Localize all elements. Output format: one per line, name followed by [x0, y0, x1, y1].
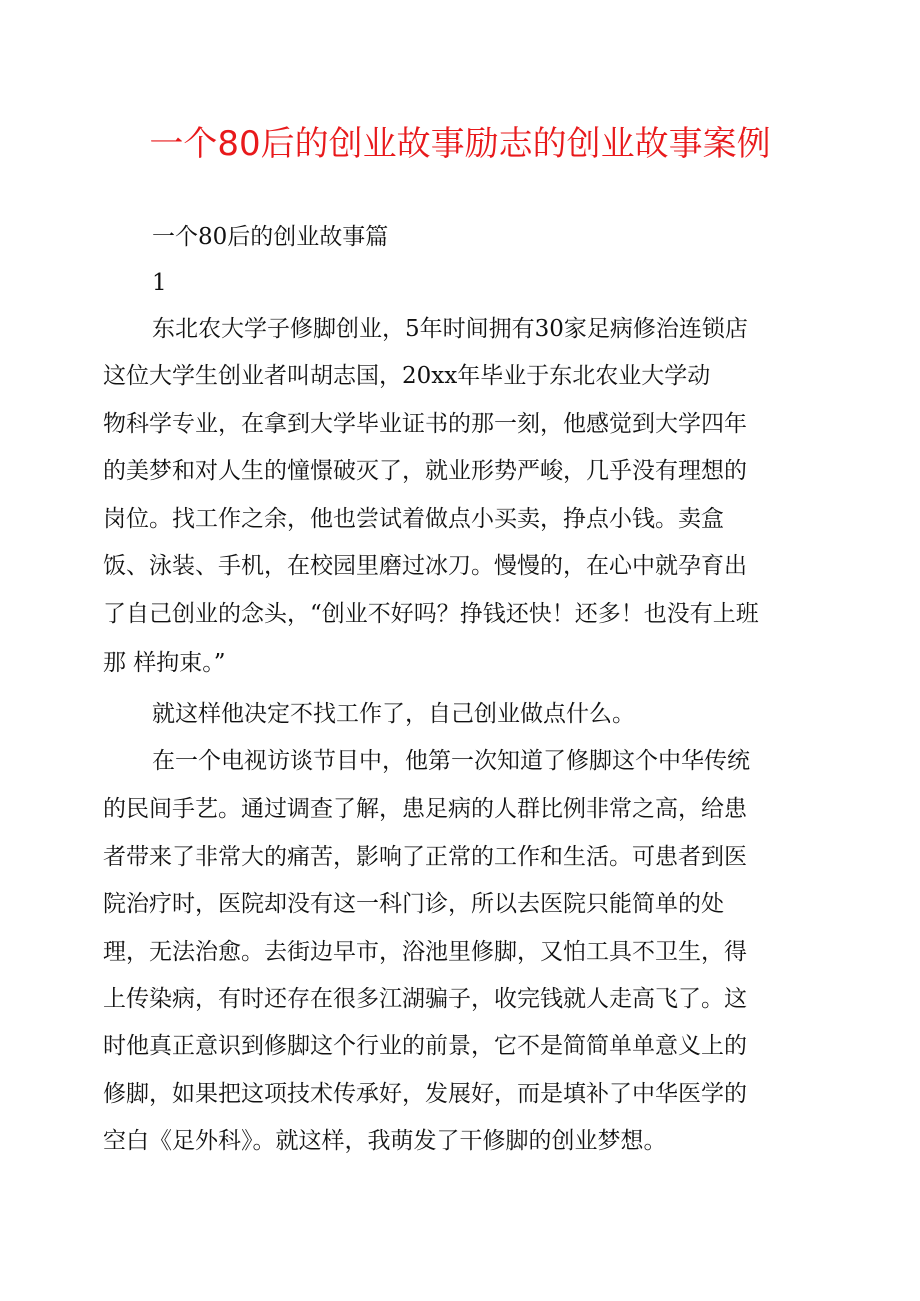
paragraph-line: 修脚，如果把这项技术传承好，发展好，而是填补了中华医学的: [103, 1081, 747, 1107]
paragraph-line: 这位大学生创业者叫胡志国，20xx年毕业于东北农业大学动: [103, 363, 711, 389]
paragraph-line: 空白《足外科》。就这样，我萌发了干修脚的创业梦想。: [103, 1128, 667, 1154]
document-title: 一个80后的创业故事励志的创业故事案例: [149, 124, 771, 164]
paragraph-line: 理，无法治愈。去街边早市，浴池里修脚，又怕工具不卫生，得: [103, 939, 747, 965]
paragraph-line: 那 样拘束。”: [103, 650, 226, 676]
paragraph-line: 上传染病，有时还存在很多江湖骗子，收完钱就人走高飞了。这: [103, 986, 747, 1012]
paragraph-line: 者带来了非常大的痛苦，影响了正常的工作和生活。可患者到医: [103, 844, 747, 870]
paragraph-line: 时他真正意识到修脚这个行业的前景，它不是简简单单意义上的: [103, 1033, 747, 1059]
paragraph-line: 岗位。找工作之余，他也尝试着做点小买卖，挣点小钱。卖盒: [103, 506, 724, 532]
paragraph-line: 物科学专业，在拿到大学毕业证书的那一刻，他感觉到大学四年: [103, 411, 747, 437]
paragraph-line: 饭、泳装、手机，在校园里磨过冰刀。慢慢的，在心中就孕育出: [103, 553, 747, 579]
section-heading: 一个80后的创业故事篇: [152, 224, 389, 250]
paragraph-line: 就这样他决定不找工作了，自己创业做点什么。: [152, 701, 635, 727]
paragraph-line: 院治疗时，医院却没有这一科门诊，所以去医院只能简单的处: [103, 891, 724, 917]
section-number: 1: [152, 270, 167, 296]
paragraph-line: 的美梦和对人生的憧憬破灭了，就业形势严峻，几乎没有理想的: [103, 458, 747, 484]
paragraph-line: 了自己创业的念头，“创业不好吗？挣钱还快！还多！也没有上班: [103, 601, 759, 627]
paragraph-line: 在一个电视访谈节目中，他第一次知道了修脚这个中华传统: [152, 748, 750, 774]
paragraph-line: 东北农大学子修脚创业，5年时间拥有30家足病修治连锁店: [152, 316, 748, 342]
paragraph-line: 的民间手艺。通过调查了解，患足病的人群比例非常之高，给患: [103, 796, 747, 822]
